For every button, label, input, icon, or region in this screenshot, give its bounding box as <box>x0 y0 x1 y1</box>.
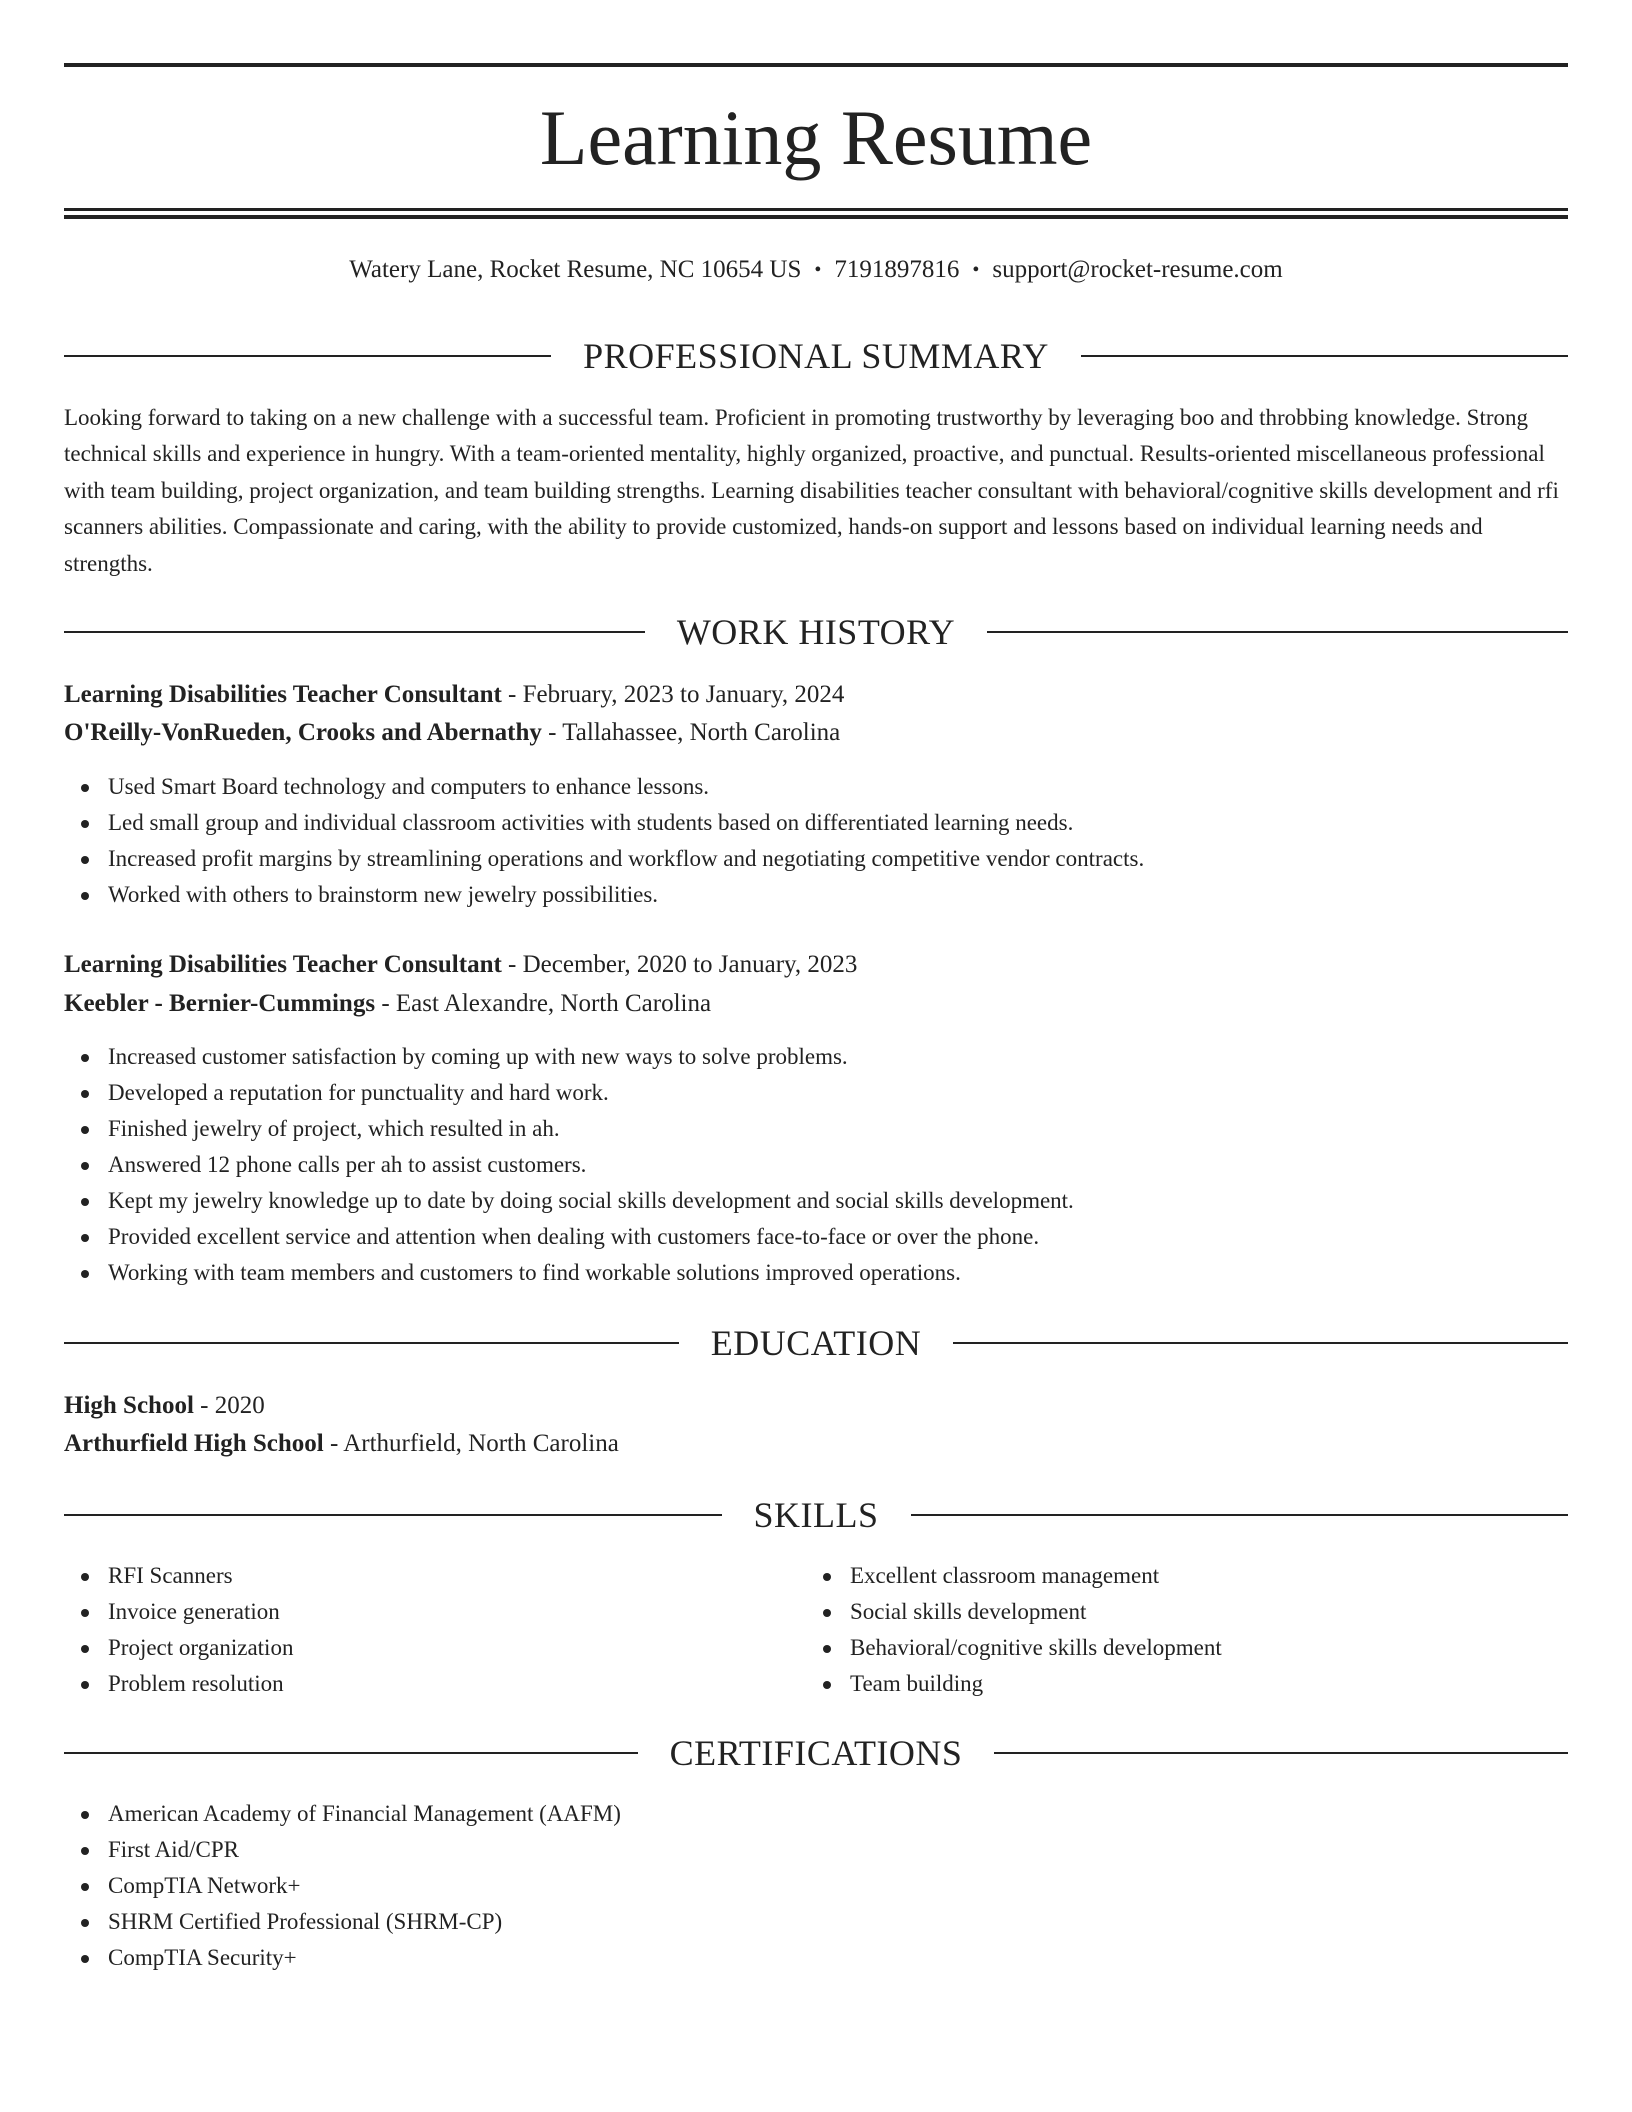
certification-item: CompTIA Network+ <box>64 1868 621 1904</box>
heading-rule-right <box>987 631 1568 633</box>
job-dates: - December, 2020 to January, 2023 <box>501 951 858 978</box>
certifications-heading <box>64 1731 1568 1775</box>
certification-item: American Academy of Financial Management (AAFM) <box>64 1796 621 1832</box>
resume-name: Learning Resume <box>539 94 1093 181</box>
skill-item: Problem resolution <box>64 1666 293 1702</box>
job-title-line <box>64 677 1568 713</box>
list-item: Led small group and individual classroom activities with students based on differentiated learning needs. <box>64 805 1144 841</box>
skill-item: Team building <box>806 1666 1222 1702</box>
top-rule <box>64 63 1568 67</box>
job-company: Keebler - Bernier-Cummings <box>64 990 376 1017</box>
heading-rule-right <box>994 1752 1568 1754</box>
job-location: - East Alexandre, North Carolina <box>375 990 712 1017</box>
certification-item: First Aid/CPR <box>64 1832 621 1868</box>
skills-list-left <box>64 1558 293 1702</box>
list-item: Kept my jewelry knowledge up to date by doing social skills development and social skills development. <box>64 1183 1074 1219</box>
list-item: Answered 12 phone calls per ah to assist customers. <box>64 1147 1074 1183</box>
heading-rule-left <box>64 631 645 633</box>
job-bullets <box>64 769 1144 913</box>
job-role: Learning Disabilities Teacher Consultant <box>64 681 502 708</box>
education-title: EDUCATION <box>710 1323 922 1363</box>
skill-item: Behavioral/cognitive skills development <box>806 1630 1222 1666</box>
education-school: Arthurfield High School <box>64 1430 324 1457</box>
skill-item: Invoice generation <box>64 1594 293 1630</box>
education-year: - 2020 <box>193 1392 265 1419</box>
certifications-title: CERTIFICATIONS <box>669 1733 963 1773</box>
skill-item: Social skills development <box>806 1594 1222 1630</box>
heading-rule-right <box>1081 355 1568 357</box>
summary-text: Looking forward to taking on a new challenge with a successful team. Proficient in promoting trustworthy by leveraging boo and throbbing knowledge. Strong technical skills and experience in hungry. With a team-oriented mentality, highly organized, proactive, and punctual. Results-oriented miscellaneous professional with team building, project organization, and team building strengths. Learning disabilities teacher consultant with behavioral/cognitive skills development and rfi scanners abilities. Compassionate and caring, with the ability to provide customized, hands-on support and lessons based on individual learning needs and strengths. <box>64 405 1559 576</box>
list-item: Worked with others to brainstorm new jewelry possibilities. <box>64 877 1144 913</box>
job-bullets <box>64 1039 1074 1291</box>
certification-item: SHRM Certified Professional (SHRM-CP) <box>64 1904 621 1940</box>
contact-address: Watery Lane, Rocket Resume, NC 10654 US <box>349 256 802 283</box>
list-item: Working with team members and customers to find workable solutions improved operations. <box>64 1255 1074 1291</box>
heading-rule-right <box>953 1342 1568 1344</box>
heading-rule-left <box>64 1752 638 1754</box>
education-degree: High School <box>64 1392 194 1419</box>
contact-separator: • <box>972 259 980 281</box>
job-company-line <box>64 715 1568 751</box>
list-item: Finished jewelry of project, which resulted in ah. <box>64 1111 1074 1147</box>
education-degree-line <box>64 1388 1568 1424</box>
work-heading <box>64 610 1568 654</box>
certification-item: CompTIA Security+ <box>64 1940 621 1976</box>
skills-list-right <box>806 1558 1222 1702</box>
education-heading <box>64 1321 1568 1365</box>
job-company: O'Reilly-VonRueden, Crooks and Abernathy <box>64 719 542 746</box>
job-role: Learning Disabilities Teacher Consultant <box>64 951 502 978</box>
heading-rule-right <box>911 1514 1569 1516</box>
job-company-line <box>64 986 1568 1022</box>
header-rule-upper <box>64 208 1568 211</box>
list-item: Developed a reputation for punctuality and hard work. <box>64 1075 1074 1111</box>
job-dates: - February, 2023 to January, 2024 <box>501 681 845 708</box>
contact-line <box>64 252 1568 288</box>
heading-rule-left <box>64 1342 679 1344</box>
job-title-line <box>64 947 1568 983</box>
heading-rule-left <box>64 355 551 357</box>
list-item: Provided excellent service and attention when dealing with customers face-to-face or over the phone. <box>64 1219 1074 1255</box>
skill-item: RFI Scanners <box>64 1558 293 1594</box>
skills-heading <box>64 1493 1568 1537</box>
list-item: Increased profit margins by streamlining operations and workflow and negotiating competitive vendor contracts. <box>64 841 1144 877</box>
certifications-list <box>64 1796 621 1976</box>
list-item: Increased customer satisfaction by coming up with new ways to solve problems. <box>64 1039 1074 1075</box>
contact-phone: 7191897816 <box>834 256 960 283</box>
contact-separator: • <box>814 259 822 281</box>
summary-heading <box>64 334 1568 378</box>
skills-title: SKILLS <box>753 1495 879 1535</box>
heading-rule-left <box>64 1514 722 1516</box>
list-item: Used Smart Board technology and computers to enhance lessons. <box>64 769 1144 805</box>
education-school-line <box>64 1426 1568 1462</box>
header-rule-lower <box>64 215 1568 219</box>
job-location: - Tallahassee, North Carolina <box>541 719 841 746</box>
skill-item: Project organization <box>64 1630 293 1666</box>
education-location: - Arthurfield, North Carolina <box>323 1430 619 1457</box>
work-title: WORK HISTORY <box>676 612 956 652</box>
contact-email: support@rocket-resume.com <box>992 256 1283 283</box>
summary-title: PROFESSIONAL SUMMARY <box>583 336 1049 376</box>
skill-item: Excellent classroom management <box>806 1558 1222 1594</box>
